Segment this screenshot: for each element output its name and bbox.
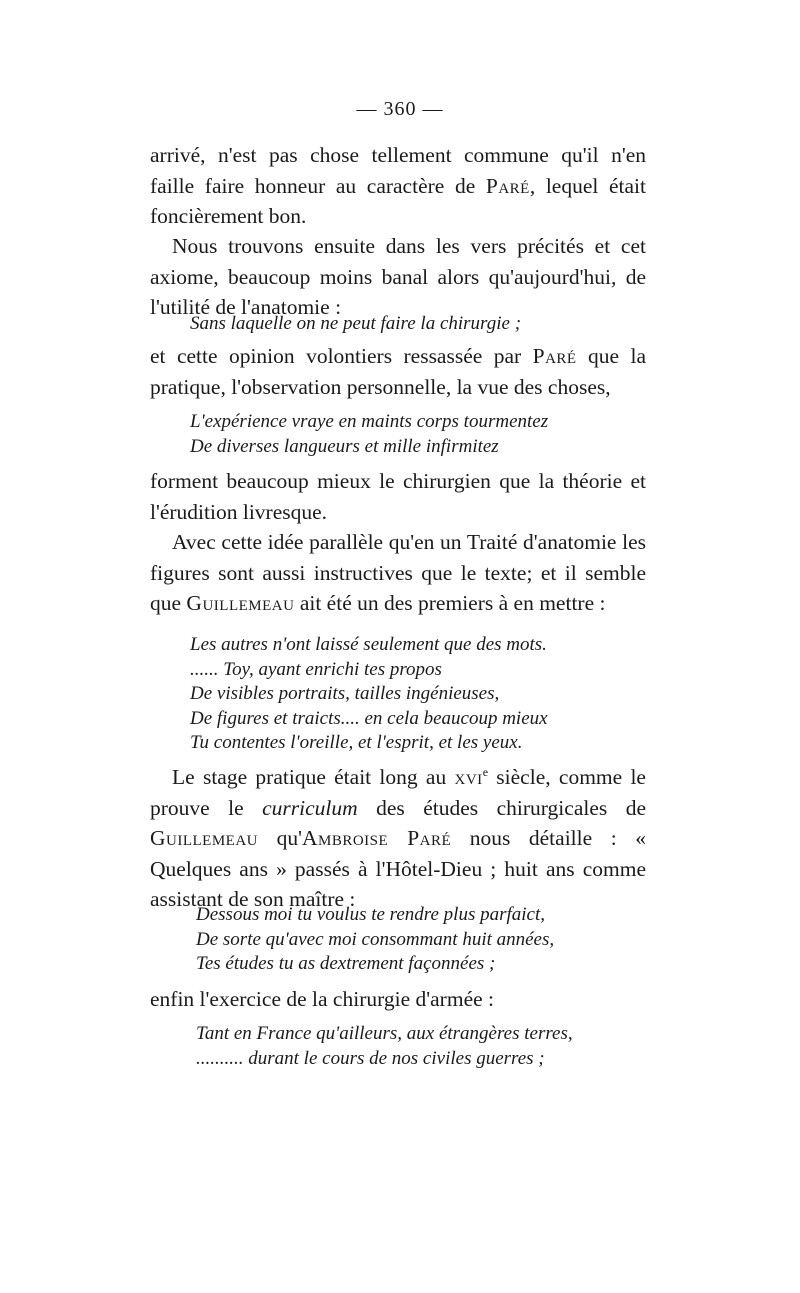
century-numeral: xvi [454,765,483,790]
paragraph-1-line-2 [150,171,646,202]
verse-quote-1 [190,312,521,337]
verse-line: Dessous moi tu voulus te rendre plus parfaict, [196,904,546,925]
century-superscript: e [482,765,489,779]
author-name-ambroise-pare: Ambroise Paré [301,826,452,851]
verse-line: De diverses langueurs et mille infirmitez [190,435,499,457]
paragraph-2 [150,231,646,323]
paragraph-1-line-3: foncièrement bon. [150,204,307,228]
author-name-pare: Paré [532,344,577,368]
verse-quote-4 [196,903,554,977]
paragraph-3-text-end: que la pratique, l'observation personnelle, la vue des choses, [150,344,646,399]
paragraph-6 [150,757,646,915]
author-name-guillemeau: Guillemeau [150,826,259,851]
paragraph-1-text-end: , lequel était [529,173,646,198]
paragraph-3-text-start: et cette opinion volontiers ressassée par [150,344,533,368]
paragraph-6-text-a: Le stage pratique était long au [172,765,455,790]
verse-line: .......... durant le cours de nos civiles guerres ; [196,1047,545,1069]
paragraph-6-text-e: nous détaille : « Quelques ans » passés à l'Hôtel-Dieu ; huit ans comme assistant de son maître : [150,826,646,912]
verse-line: De figures et traicts.... en cela beaucoup mieux [190,707,548,729]
verse-line: Tu contentes l'oreille, et l'esprit, et les yeux. [190,732,523,753]
paragraph-1-line-1: arrivé, n'est pas chose tellement commune qu'il n'en [150,143,646,167]
author-name-pare: Paré [485,173,530,198]
curriculum-word: curriculum [262,795,358,820]
paragraph-4 [150,466,646,619]
verse-quote-2 [190,410,548,459]
paragraph-1-text: faille faire honneur au caractère de [150,173,486,198]
paragraph-4-text: forment beaucoup mieux le chirurgien que la théorie et l'érudition livresque. [150,469,646,524]
paragraph-3 [150,341,646,402]
paragraph-7-text: enfin l'exercice de la chirurgie d'armée : [150,987,494,1011]
paragraph-5-text [150,527,646,619]
paragraph-6-text-b: siècle, comme le prouve le [150,765,646,820]
paragraph-3-text [150,341,646,402]
paragraph-6-text-c: des études chirurgicales de [357,795,646,820]
verse-line: Sans laquelle on ne peut faire la chirurgie ; [190,313,522,334]
paragraph-6-text-d: qu' [258,826,302,851]
verse-line: De visibles portraits, tailles ingénieuses, [190,683,500,704]
verse-line: Tes études tu as dextrement façonnées ; [196,953,496,974]
verse-line: ...... Toy, ayant enrichi tes propos [190,658,442,680]
verse-line: De sorte qu'avec moi consommant huit années, [196,928,555,950]
verse-line: Les autres n'ont laissé seulement que des mots. [190,634,547,655]
paragraph-1 [150,140,646,232]
verse-line: Tant en France qu'ailleurs, aux étrangères terres, [196,1023,573,1044]
paragraph-6-text [150,757,646,915]
paragraph-5-text-end: ait été un des premiers à en mettre : [294,591,606,615]
paragraph-5-text-start: Avec cette idée parallèle qu'en un Traité d'anatomie les figures sont aussi instructives que le texte; et il semble que [150,530,646,615]
paragraph-7 [150,984,646,1015]
verse-quote-5 [196,1022,573,1071]
paragraph-2-text: Nous trouvons ensuite dans les vers précités et cet axiome, beaucoup moins banal alors qu'aujourd'hui, de l'utilité de l'anatomie : [150,234,646,319]
verse-line: L'expérience vraye en maints corps tourmentez [190,411,549,432]
author-name-guillemeau: Guillemeau [186,591,295,615]
page-number: — 360 — [356,98,444,120]
verse-quote-3 [190,633,548,756]
